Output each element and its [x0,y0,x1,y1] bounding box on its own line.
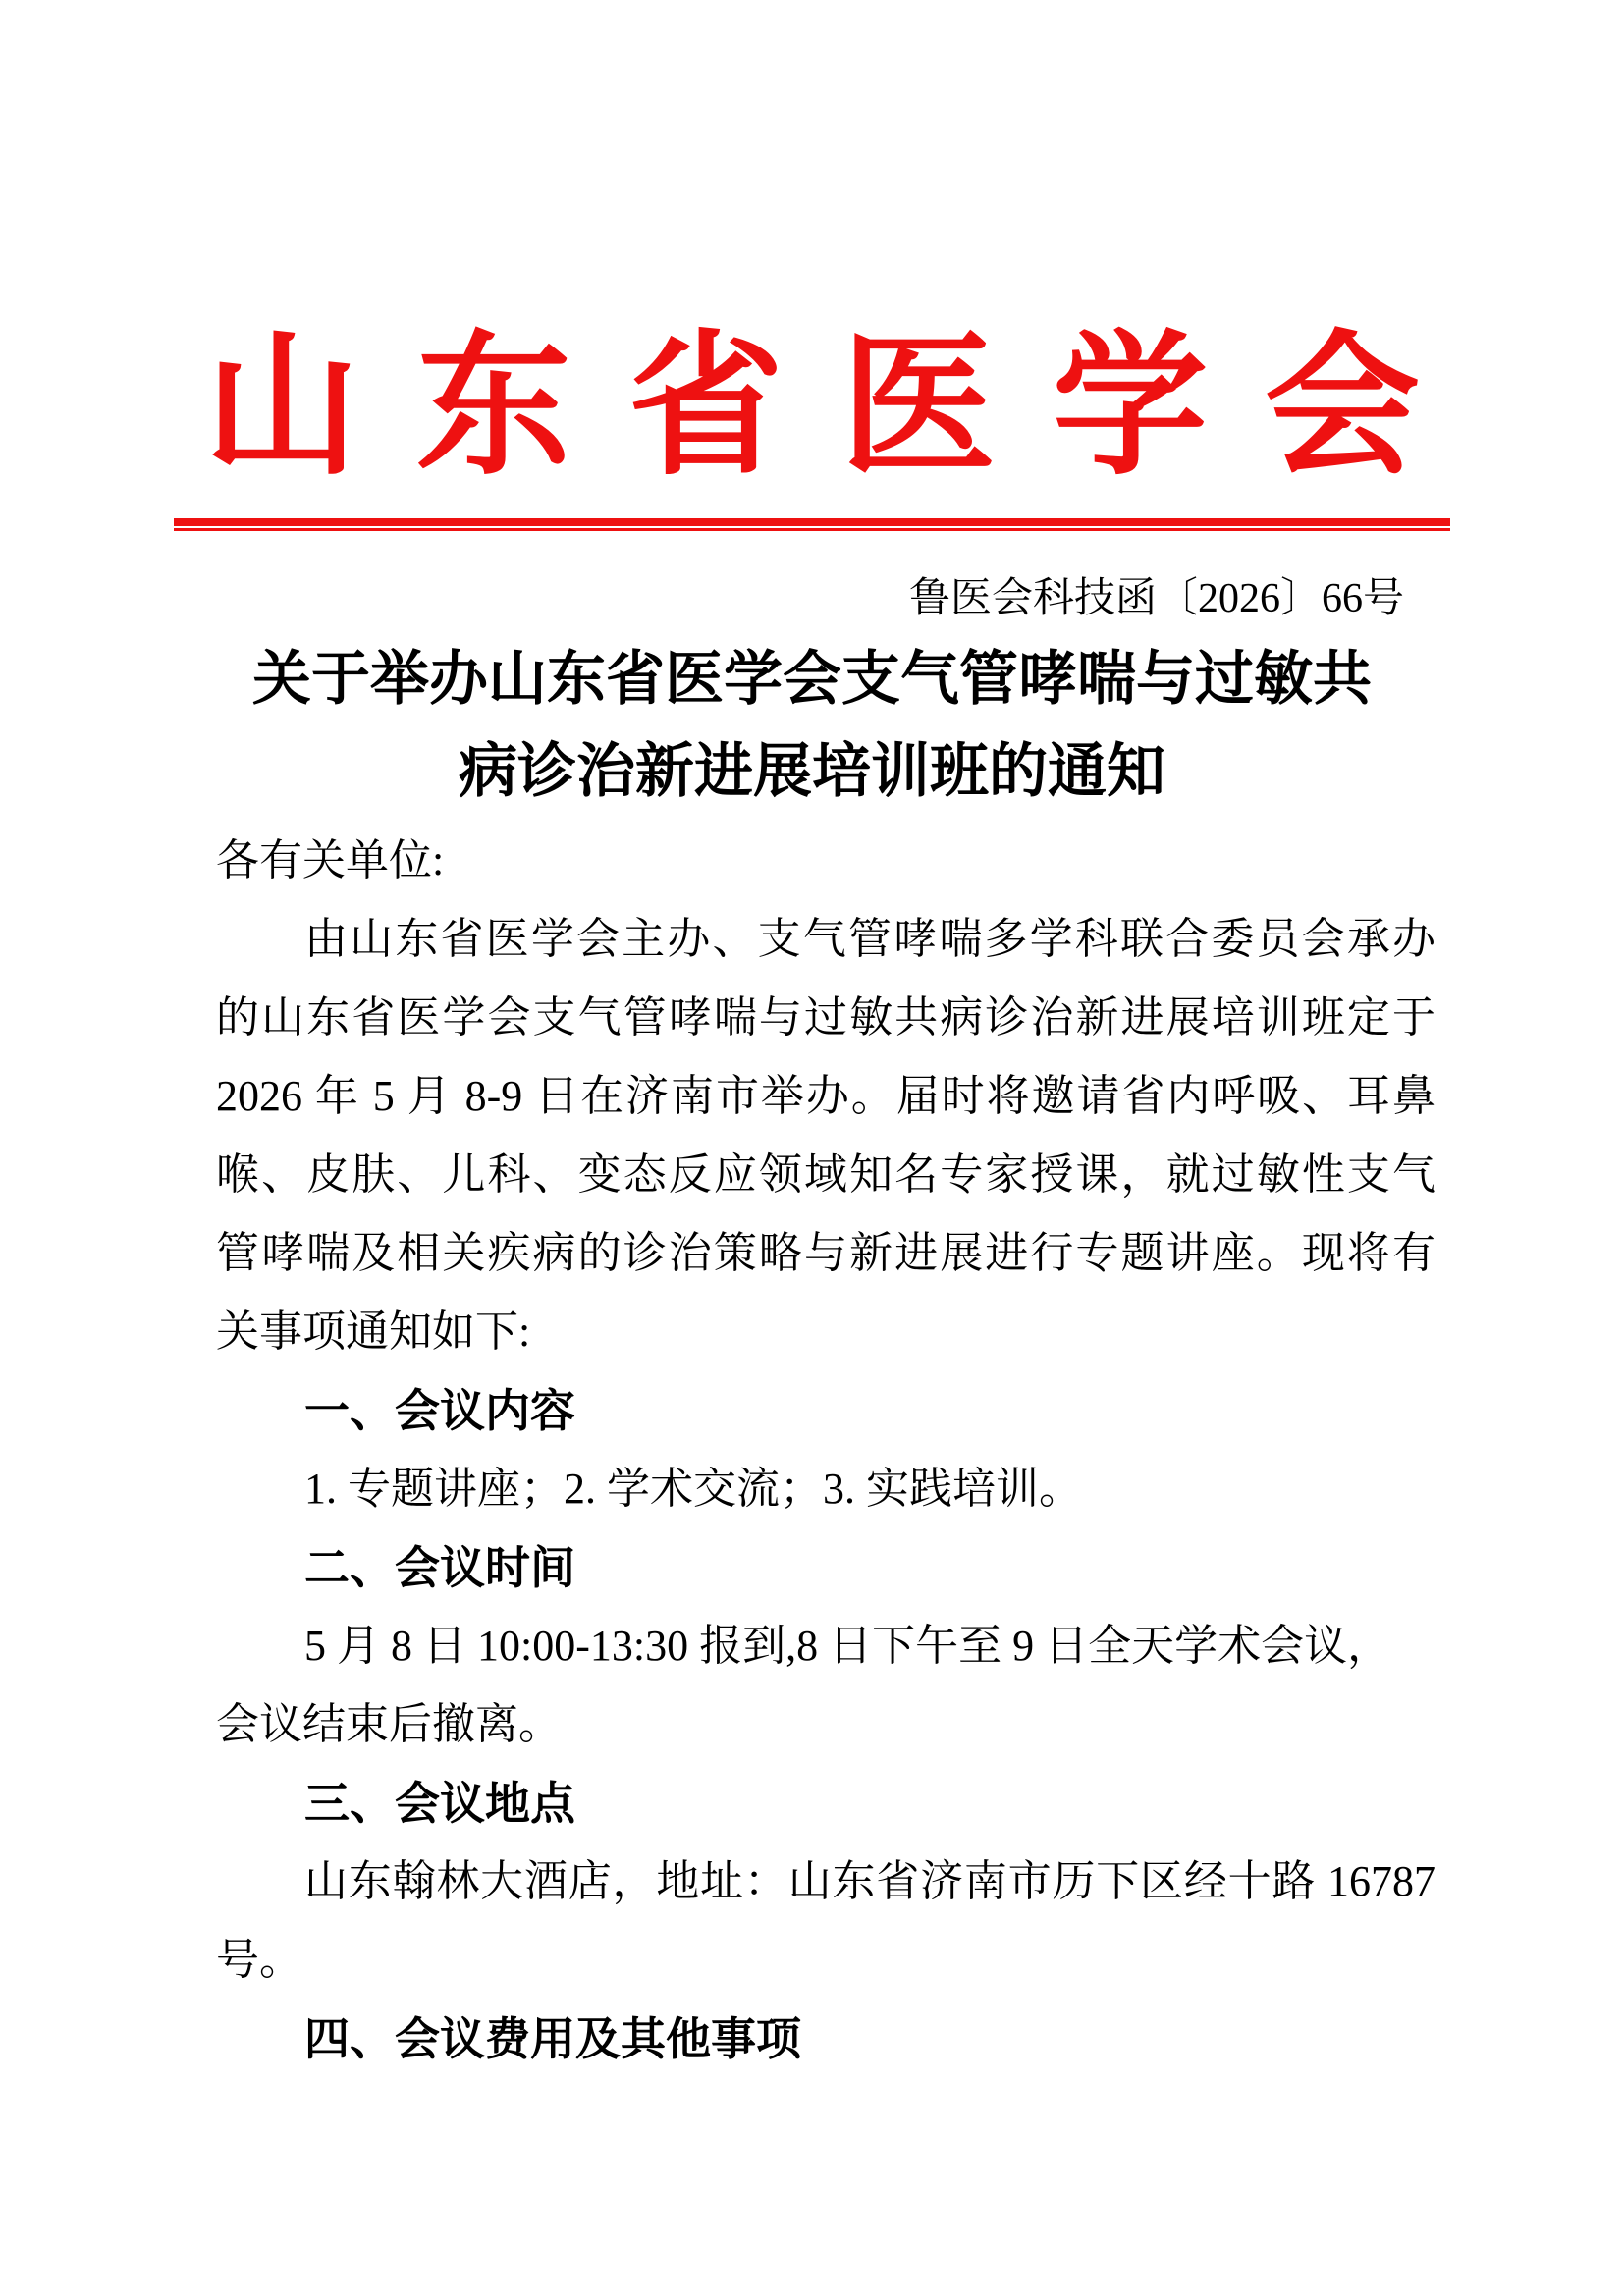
body-line: 号。 [216,1936,302,1984]
notice-title-line2: 病诊治新进展培训班的通知 [459,738,1165,804]
body-line: 5 月 8 日 10:00-13:30 报到,8 日下午至 9 日全天学术会议， [304,1622,1391,1670]
salutation: 各有关单位: [216,836,445,884]
body-line: 山东翰林大酒店，地址：山东省济南市历下区经十路 16787 [304,1857,1435,1905]
document-body [216,822,1435,2078]
document-number: 鲁医会科技函〔2026〕66号 [908,576,1404,621]
red-divider-thin-bar [174,528,1450,531]
section-heading-3: 三、会议地点 [304,1778,575,1829]
notice-title [0,633,1624,818]
body-line: 的山东省医学会支气管哮喘与过敏共病诊治新进展培训班定于 [216,993,1435,1041]
body-line: 喉、皮肤、儿科、变态反应领域知名专家授课，就过敏性支气 [216,1150,1435,1199]
red-divider-line [174,518,1450,531]
red-divider-thick-bar [174,518,1450,526]
section-heading-1: 一、会议内容 [304,1385,575,1436]
organization-masthead: 山东省医学会 [204,322,1477,494]
body-line: 由山东省医学会主办、支气管哮喘多学科联合委员会承办 [304,915,1435,963]
body-line: 管哮喘及相关疾病的诊治策略与新进展进行专题讲座。现将有 [216,1229,1435,1277]
notice-title-line1: 关于举办山东省医学会支气管哮喘与过敏共 [252,646,1372,712]
body-line: 关事项通知如下: [216,1308,531,1356]
body-line: 会议结束后撤离。 [216,1700,562,1748]
body-line: 2026 年 5 月 8-9 日在济南市举办。届时将邀请省内呼吸、耳鼻 [216,1072,1435,1120]
body-line: 1. 专题讲座；2. 学术交流；3. 实践培训。 [304,1465,1082,1513]
section-heading-4: 四、会议费用及其他事项 [304,2013,801,2064]
section-heading-2: 二、会议时间 [304,1542,575,1593]
